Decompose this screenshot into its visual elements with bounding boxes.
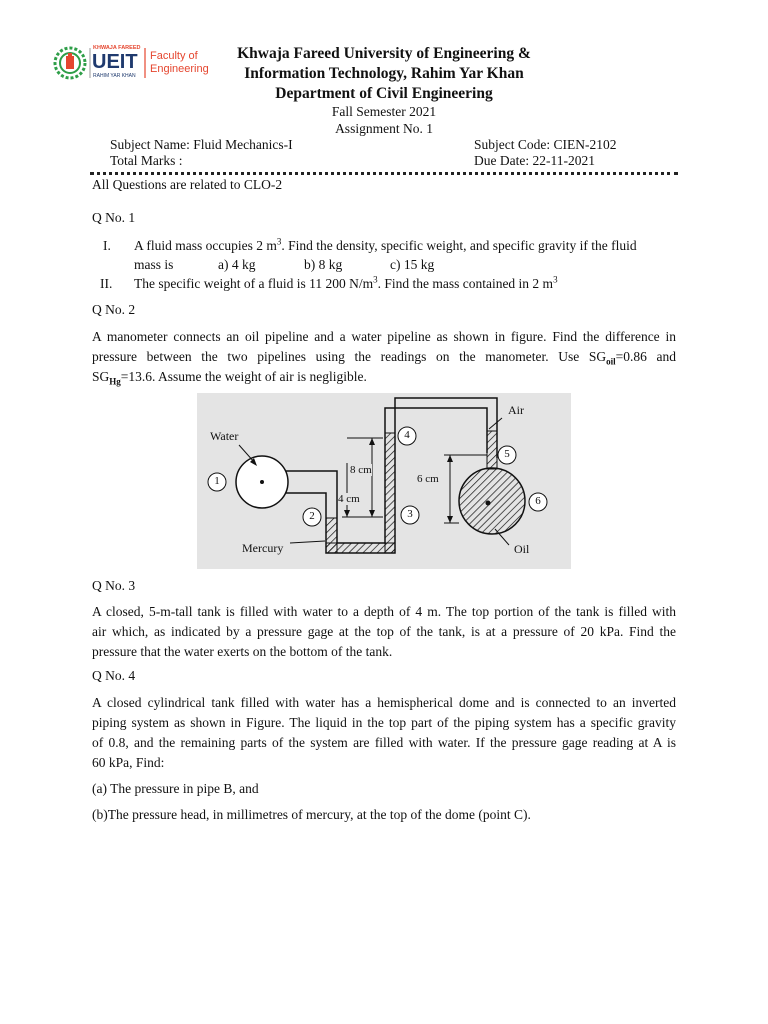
q1-ii-sup2: 3	[553, 274, 558, 285]
q4-line4: 60 kPa, Find:	[92, 755, 165, 770]
point-2: 2	[309, 510, 315, 522]
q3-heading: Q No. 3	[92, 578, 136, 593]
point-5: 5	[504, 448, 510, 460]
q1-option-a: a) 4 kg	[218, 257, 256, 272]
total-marks: Total Marks :	[110, 153, 183, 168]
q2-line2	[92, 347, 676, 367]
point-6: 6	[535, 495, 541, 507]
logo-acronym: UEIT	[92, 51, 138, 73]
dim-8cm: 8 cm	[350, 464, 372, 476]
q4-line3: of 0.8, and the remaining parts of the system are filled with water. If the pressure gage reading at A is	[92, 735, 676, 750]
oil-pipe	[459, 468, 525, 534]
semester: Fall Semester 2021	[331, 104, 437, 119]
q1-i-sup: 3	[276, 236, 282, 247]
q4-line1: A closed cylindrical tank filled with water has a hemispherical dome and is connected to an inverted	[92, 695, 676, 710]
dim-4cm: 4 cm	[338, 493, 360, 505]
subject-code: Subject Code: CIEN-2102	[474, 137, 617, 152]
q3-line2: air which, as indicated by a pressure gage at the top of the tank, is at a pressure of 20 kPa. Find the	[92, 624, 676, 639]
logo-top-text: KHWAJA FAREED	[93, 45, 141, 51]
manometer-figure	[197, 393, 571, 569]
q1-item-ii-text	[134, 274, 558, 294]
q1-item-ii-number: II.	[100, 276, 113, 291]
logo-faculty-line2: Engineering	[150, 63, 209, 75]
q1-i-line2: mass is	[134, 257, 174, 272]
point-3: 3	[407, 508, 413, 520]
q1-i-text-a: A fluid mass occupies 2 m	[134, 238, 277, 253]
point-1: 1	[214, 475, 220, 487]
q2-line2-a: pressure between the two pipelines using the readings on the manometer. Use SG	[92, 349, 607, 364]
q2-line3-a: SG	[92, 369, 110, 384]
q1-option-b: b) 8 kg	[304, 257, 343, 272]
q1-heading: Q No. 1	[92, 210, 136, 225]
due-date: Due Date: 22-11-2021	[474, 153, 595, 168]
assignment-number: Assignment No. 1	[335, 121, 433, 136]
logo-faculty-line1: Faculty of	[150, 50, 198, 62]
q2-line3	[92, 367, 367, 387]
q4-part-b: (b)The pressure head, in millimetres of mercury, at the top of the dome (point C).	[92, 807, 531, 822]
oil-column	[487, 431, 497, 469]
subject-name: Subject Name: Fluid Mechanics-I	[110, 137, 293, 152]
q2-line2-sub: oil	[606, 356, 616, 367]
q3-line3: pressure that the water exerts on the bottom of the tank.	[92, 644, 393, 659]
logo-bottom-text: RAHIM YAR KHAN	[93, 73, 136, 79]
q2-line2-b: =0.86 and	[615, 349, 676, 364]
label-oil: Oil	[514, 542, 530, 556]
q1-ii-text-a: The specific weight of a fluid is 11 200 N/m	[134, 276, 374, 291]
q3-line1: A closed, 5-m-tall tank is filled with water to a depth of 4 m. The top portion of the tank is filled with	[92, 604, 676, 619]
q1-item-i-text	[134, 236, 675, 256]
mercury-column-right	[385, 433, 395, 553]
point-4: 4	[404, 429, 410, 441]
q1-option-c: c) 15 kg	[390, 257, 435, 272]
q2-line3-b: =13.6. Assume the weight of air is negligible.	[120, 369, 367, 384]
label-water: Water	[210, 429, 239, 443]
q2-heading: Q No. 2	[92, 302, 136, 317]
q4-line2: piping system as shown in Figure. The liquid in the top part of the piping system has a specific gravity	[92, 715, 676, 730]
department-name: Department of Civil Engineering	[275, 85, 493, 102]
q2-line3-sub: Hg	[109, 376, 121, 387]
university-name	[200, 44, 568, 104]
q2-line1: A manometer connects an oil pipeline and a water pipeline as shown in figure. Find the difference in	[92, 329, 676, 344]
label-mercury: Mercury	[242, 541, 284, 555]
dim-6cm: 6 cm	[417, 473, 439, 485]
q1-item-i-number: I.	[103, 238, 111, 253]
university-logo	[52, 44, 214, 82]
q1-i-text-b: . Find the density, specific weight, and specific gravity if the fluid	[281, 238, 637, 253]
q4-part-a: (a) The pressure in pipe B, and	[92, 781, 259, 796]
label-air: Air	[508, 403, 524, 417]
intro-text: All Questions are related to CLO-2	[92, 177, 283, 192]
q4-heading: Q No. 4	[92, 668, 136, 683]
university-line2: Information Technology, Rahim Yar Khan	[244, 65, 524, 82]
q1-ii-text-b: . Find the mass contained in 2 m	[377, 276, 554, 291]
university-line1: Khwaja Fareed University of Engineering &	[237, 45, 531, 62]
q1-ii-sup1: 3	[373, 274, 378, 285]
semester-block	[200, 103, 568, 137]
